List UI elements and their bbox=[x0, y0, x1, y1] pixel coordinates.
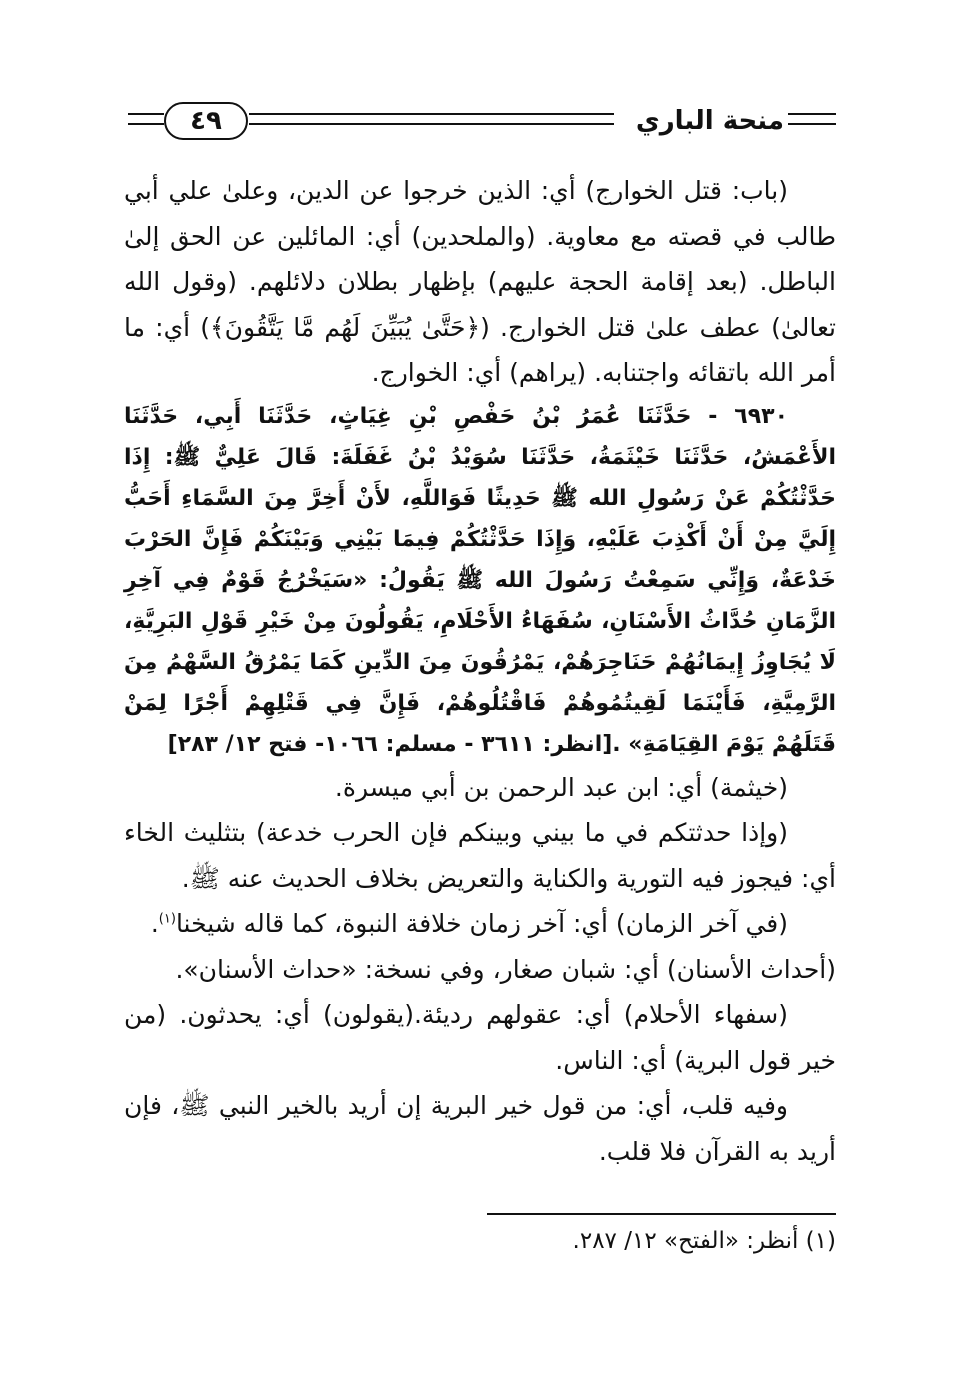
commentary-end-of-time bbox=[124, 901, 836, 947]
commentary-khaythama: (خيثمة) أي: ابن عبد الرحمن بن أبي ميسرة. bbox=[334, 772, 788, 802]
commentary-war-deception: (وإذا حدثتكم في ما بيني وبينكم فإن الحرب خدعة) بتثليث الخاء أي: فيجوز فيه التورية والكناية والتعريض بخلاف الحديث عنه ﷺ. bbox=[124, 818, 836, 893]
commentary-young-age: (أحداث الأسنان) أي: شبان صغار، وفي نسخة: «حداث الأسنان». bbox=[175, 954, 836, 984]
footnote-text: (١) أنظر: «الفتح» ١٢/ ٢٨٧. bbox=[572, 1228, 836, 1254]
header-rule-middle-top bbox=[249, 113, 614, 115]
commentary-foolish-minds: (سفهاء الأحلام) أي: عقولهم رديئة.(يقولون) أي: يحدثون. (من خير قول البرية) أي: الناس. bbox=[124, 1000, 836, 1075]
commentary-end-of-time-period: . bbox=[150, 909, 159, 938]
header-rule-left-bottom bbox=[128, 123, 164, 125]
page-body bbox=[124, 168, 836, 1174]
page-number: ٤٩ bbox=[164, 102, 248, 140]
book-title: منحة الباري bbox=[635, 106, 784, 136]
commentary-end-of-time-text: (في آخر الزمان) أي: آخر زمان خلافة النبوة، كما قاله شيخنا bbox=[175, 909, 788, 938]
header-rule-right-top bbox=[788, 113, 836, 115]
header-rule-middle-bottom bbox=[249, 123, 614, 125]
footnote-separator bbox=[487, 1213, 836, 1215]
page-header bbox=[128, 96, 836, 146]
commentary-inversion: وفيه قلب، أي: من قول خير البرية إن أريد بالخير النبي ﷺ، فإن أريد به القرآن فلا قلب. bbox=[124, 1091, 836, 1166]
header-rule-right-bottom bbox=[788, 123, 836, 125]
chapter-commentary: (باب: قتل الخوارج) أي: الذين خرجوا عن الدين، وعلىٰ علي أبي طالب في قصته مع معاوية. (والملحدين) أي: المائلين عن الحق إلىٰ الباطل. (بعد إقامة الحجة عليهم) بإظهار بطلان دلائلهم. (وقول الله تعالىٰ) عطف علىٰ قتل الخوارج. (﴿حَتَّىٰ يُبَيِّنَ لَهُم مَّا يَتَّقُونَ﴾) أي: ما أمر الله باتقائه واجتنابه. (يراهم) أي: الخوارج. bbox=[124, 176, 836, 387]
header-rule-left-top bbox=[128, 113, 164, 115]
footnote-marker[interactable]: (١) bbox=[158, 911, 176, 927]
hadith-text: ٦٩٣٠ - حَدَّثَنَا عُمَرُ بْنُ حَفْصِ بْنِ غِيَاثٍ، حَدَّثَنَا أَبِي، حَدَّثَنَا الأَعْمَشُ، حَدَّثَنَا خَيْثَمَةُ، حَدَّثَنَا سُوَيْدُ بْنُ غَفَلَةَ: قَالَ عَلِيٌّ ﷺ: إِذَا حَدَّثْتُكُمْ عَنْ رَسُولِ الله ﷺ حَدِيثًا فَوَاللَّهِ، لأَنْ أَخِرَّ مِنَ السَّمَاءِ أَحَبُّ إِلَيَّ مِنْ أَنْ أَكْذِبَ عَلَيْهِ، وَإِذَا حَدَّثْتُكُمْ فِيمَا بَيْنِي وَبَيْنَكُمْ فَإِنَّ الحَرْبَ خَدْعَةٌ، وَإِنِّي سَمِعْتُ رَسُولَ الله ﷺ يَقُولُ: «سَيَخْرُجُ قَوْمٌ فِي آخِرِ الزَّمَانِ حُدَّاثُ الأَسْنَانِ، سُفَهَاءُ الأَحْلَامِ، يَقُولُونَ مِنْ خَيْرِ قَوْلِ البَرِيَّةِ، لَا يُجَاوِزُ إِيمَانُهُمْ حَنَاجِرَهُمْ، يَمْرُقُونَ مِنَ الدِّينِ كَمَا يَمْرُقُ السَّهْمُ مِنَ الرَّمِيَّةِ، فَأَيْنَمَا لَقِيتُمُوهُمْ فَاقْتُلُوهُمْ، فَإِنَّ فِي قَتْلِهِمْ أَجْرًا لِمَنْ قَتَلَهُمْ يَوْمَ القِيَامَةِ» .[انظر: ٣٦١١ - مسلم: ١٠٦٦- فتح ١٢/ ٢٨٣] bbox=[124, 403, 836, 757]
